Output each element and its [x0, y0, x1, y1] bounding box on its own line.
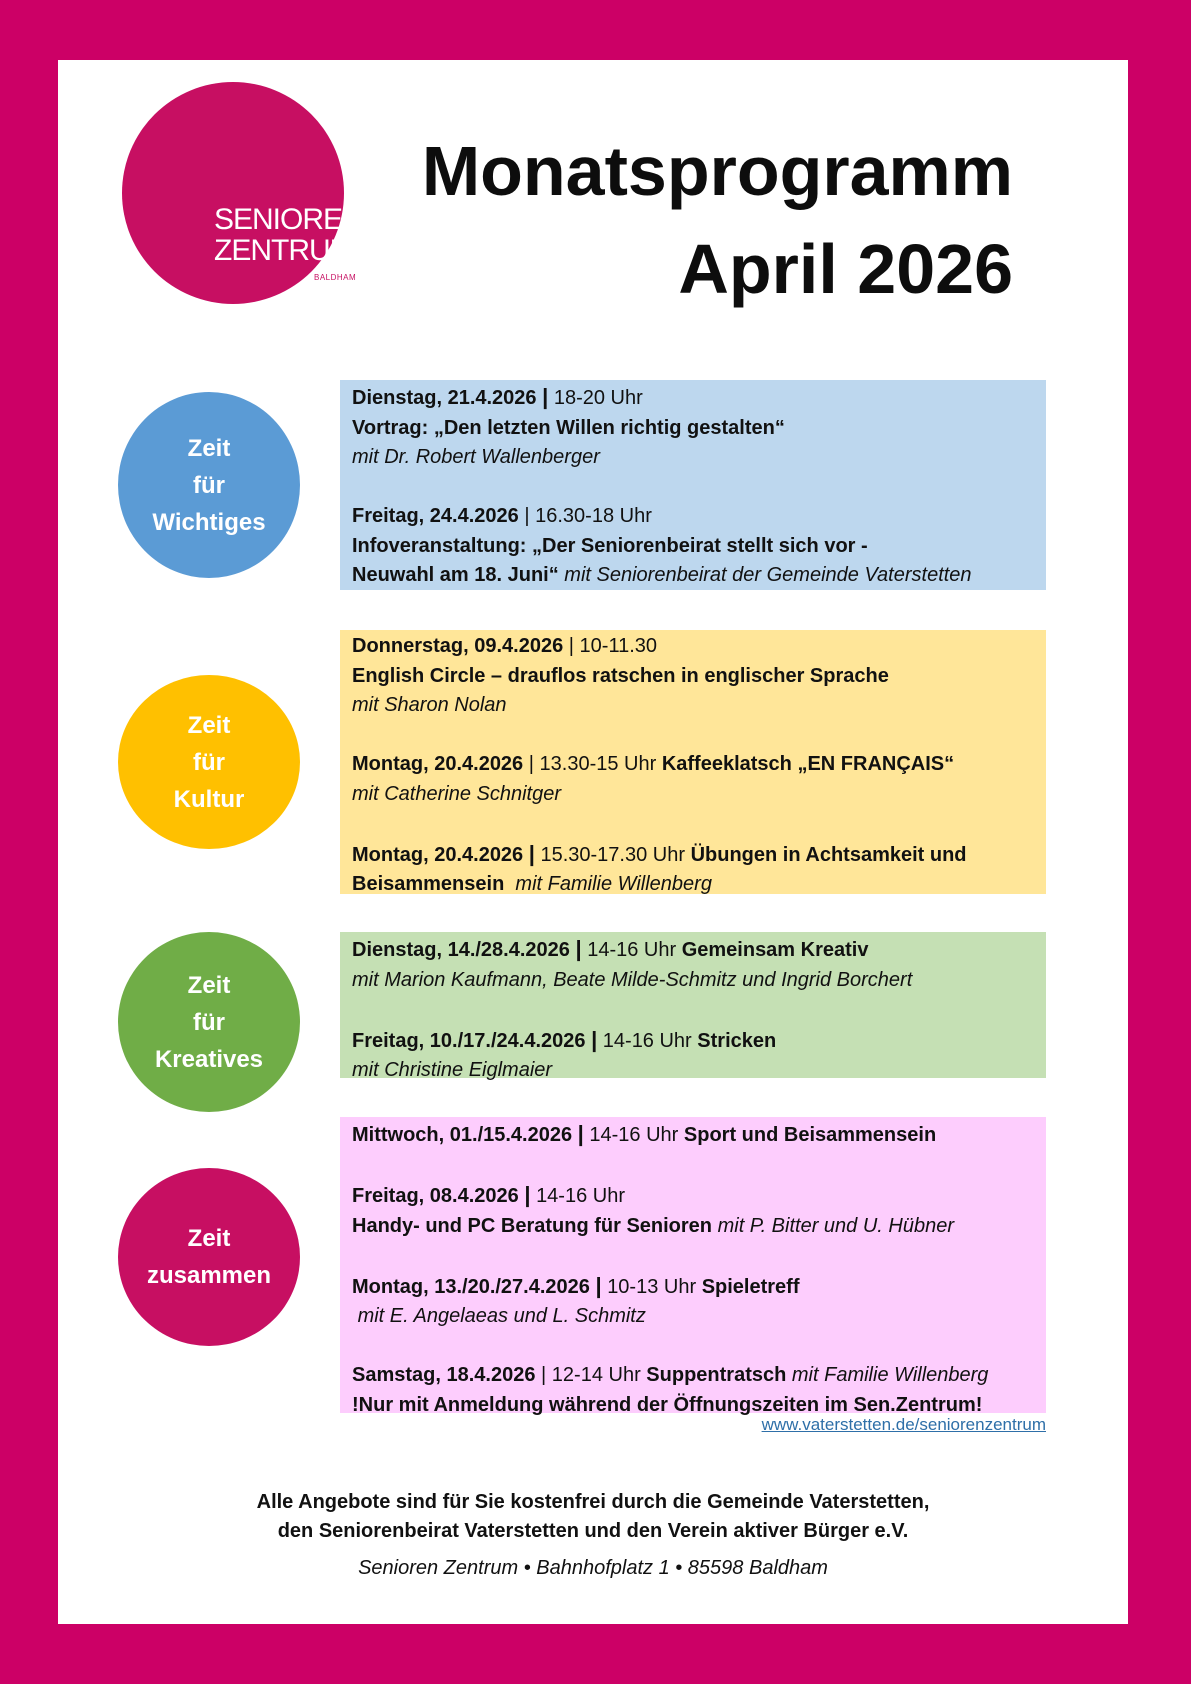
section-circle-kreatives [118, 932, 300, 1112]
logo-subtitle: BALDHAM [314, 273, 357, 282]
event-host: mit Christine Eiglmaier [352, 1059, 553, 1081]
event-host: mit Catherine Schnitger [352, 782, 561, 805]
website-link[interactable]: www.vaterstetten.de/seniorenzentrum [761, 1415, 1046, 1434]
event-title: Infoveranstaltung: „Der Seniorenbeirat stellt sich vor - [352, 534, 868, 557]
event-header: Mittwoch, 01./15.4.2026 | 14-16 Uhr Sport und Beisammensein [352, 1121, 937, 1146]
section-box-kultur [340, 630, 1046, 894]
footer-note [58, 1488, 1128, 1546]
circle-line: Wichtiges [152, 508, 266, 536]
title-line-2: April 2026 [678, 230, 1013, 308]
circle-line: Kultur [173, 785, 245, 813]
circle-line: Zeit [187, 971, 231, 999]
section-circle-zusammen [118, 1168, 300, 1346]
seniorenzentrum-logo [122, 82, 344, 304]
event-header: Dienstag, 21.4.2026 | 18-20 Uhr [352, 384, 643, 409]
logo-line-2: ZENTRUM [214, 234, 354, 267]
registration-note: !Nur mit Anmeldung während der Öffnungszeiten im Sen.Zentrum! [352, 1393, 983, 1416]
circle-line: für [193, 1008, 225, 1036]
circle-line: Zeit [187, 434, 231, 462]
flyer-page [58, 60, 1128, 1624]
circle-line: zusammen [146, 1262, 272, 1289]
event-header: Montag, 13./20./27.4.2026 | 10-13 Uhr Spieletreff [352, 1272, 800, 1298]
event-title-host: Handy- und PC Beratung für Senioren mit P. Bitter und U. Hübner [352, 1214, 954, 1237]
event-host: mit Dr. Robert Wallenberger [352, 446, 600, 468]
circle-line: für [193, 748, 225, 776]
footer-line-2: den Seniorenbeirat Vaterstetten und den Verein aktiver Bürger e.V. [277, 1520, 909, 1542]
event-header: Montag, 20.4.2026 | 13.30-15 Uhr Kaffeeklatsch „EN FRANÇAIS“ [352, 753, 955, 775]
footer-line-1: Alle Angebote sind für Sie kostenfrei durch die Gemeinde Vaterstetten, [256, 1491, 930, 1513]
section-circle-wichtiges [118, 392, 300, 578]
circle-line: Zeit [187, 1225, 231, 1252]
section-box-kreatives [340, 932, 1046, 1081]
address: Senioren Zentrum • Bahnhofplatz 1 • 85598 Baldham [358, 1557, 828, 1579]
event-title: English Circle – drauflos ratschen in englischer Sprache [352, 664, 889, 687]
circle-line: für [193, 471, 225, 499]
event-header: Samstag, 18.4.2026 | 12-14 Uhr Suppentratsch mit Familie Willenberg [352, 1364, 989, 1386]
title-line-1: Monatsprogramm [421, 132, 1013, 210]
event-header: Montag, 20.4.2026 | 15.30-17.30 Uhr Übungen in Achtsamkeit und [352, 840, 967, 866]
event-host: mit Marion Kaufmann, Beate Milde-Schmitz und Ingrid Borchert [352, 968, 913, 991]
event-header: Dienstag, 14./28.4.2026 | 14-16 Uhr Gemeinsam Kreativ [352, 936, 869, 961]
section-box-zusammen [340, 1117, 1046, 1416]
logo-line-1: SENIOREN [214, 203, 363, 236]
event-title-host: Neuwahl am 18. Juni“ mit Seniorenbeirat der Gemeinde Vaterstetten [352, 564, 972, 586]
circle-line: Zeit [187, 711, 231, 739]
event-host: mit E. Angelaeas und L. Schmitz [357, 1305, 646, 1327]
event-header: Freitag, 24.4.2026 | 16.30-18 Uhr [352, 505, 652, 527]
section-box-wichtiges [340, 380, 1046, 590]
event-title: Vortrag: „Den letzten Willen richtig gestalten“ [352, 416, 785, 439]
event-header: Donnerstag, 09.4.2026 | 10-11.30 [352, 635, 658, 657]
event-host: mit Sharon Nolan [352, 694, 507, 716]
logo-text [214, 204, 363, 266]
event-title-host: Beisammensein mit Familie Willenberg [352, 873, 712, 895]
section-circle-kultur [118, 675, 300, 849]
event-header: Freitag, 08.4.2026 | 14-16 Uhr [352, 1182, 625, 1207]
page-title [422, 122, 1013, 318]
circle-line: Kreatives [154, 1045, 264, 1073]
event-header: Freitag, 10./17./24.4.2026 | 14-16 Uhr Stricken [352, 1026, 777, 1052]
